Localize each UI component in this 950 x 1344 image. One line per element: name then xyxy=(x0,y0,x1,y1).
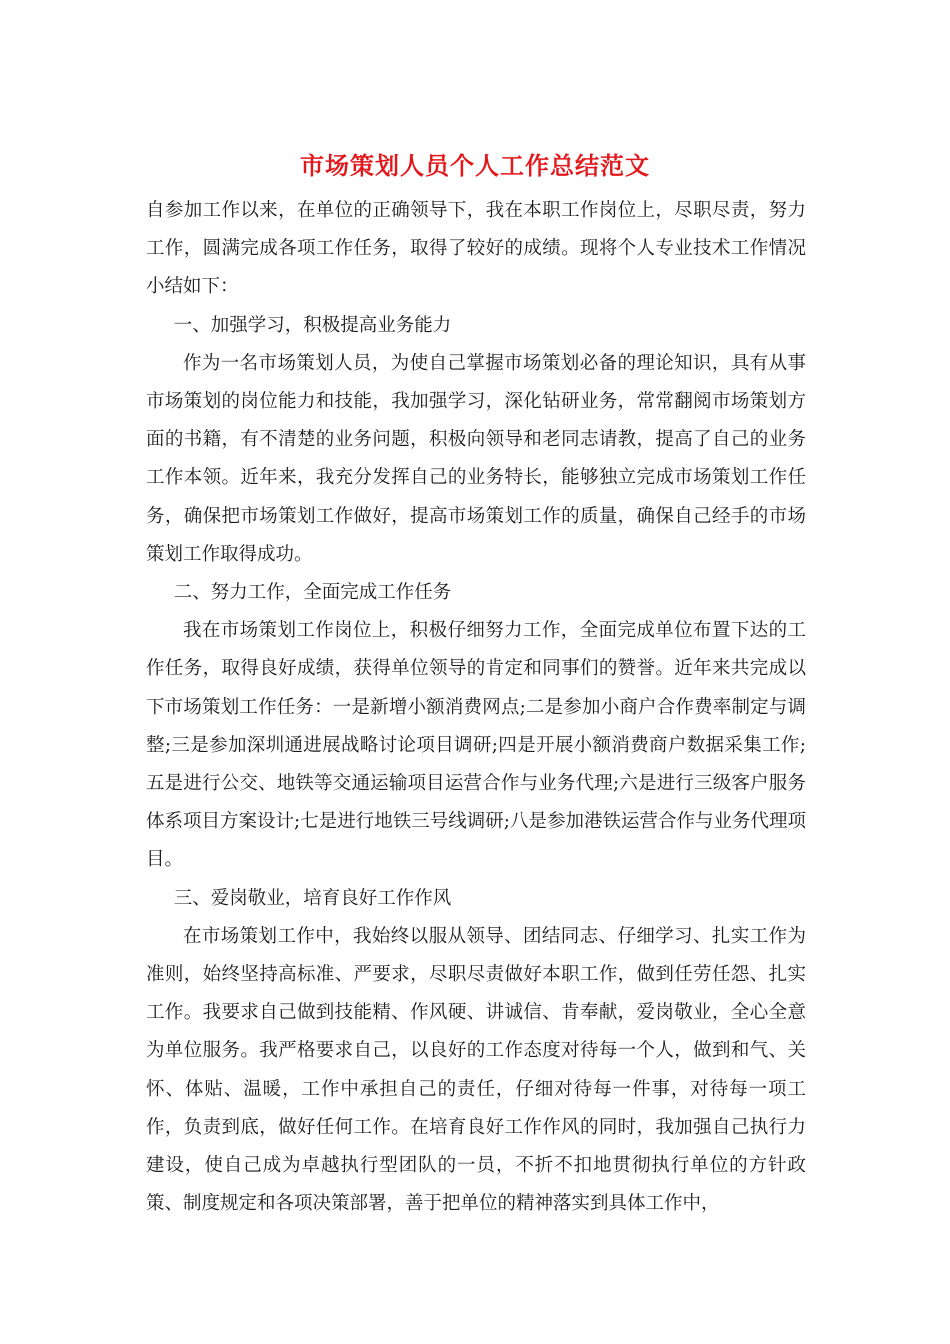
section-heading-3: 三、爱岗敬业，培育良好工作作风 xyxy=(173,887,452,909)
section-paragraph-2: 我在市场策划工作岗位上，积极仔细努力工作，全面完成单位布置下达的工作任务，取得良好成绩，获得单位领导的肯定和同事们的赞誉。近年来共完成以下市场策划工作任务：一是新增小额消费网点;二是参加小商户合作费率制定与调整;三是参加深圳通进展战略讨论项目调研;四是开展小额消费商户数据采集工作;五是进行公交、地铁等交通运输项目运营合作与业务代理;六是进行三级客户服务体系项目方案设计;七是进行地铁三号线调研;八是参加港铁运营合作与业务代理项目。 xyxy=(146,620,806,871)
intro-paragraph: 自参加工作以来，在单位的正确领导下，我在本职工作岗位上，尽职尽责，努力工作，圆满完成各项工作任务，取得了较好的成绩。现将个人专业技术工作情况小结如下： xyxy=(146,200,806,298)
section-paragraph-3: 在市场策划工作中，我始终以服从领导、团结同志、仔细学习、扎实工作为准则，始终坚持高标准、严要求，尽职尽责做好本职工作，做到任劳任怨、扎实工作。我要求自己做到技能精、作风硬、讲诚信、肯奉献，爱岗敬业，全心全意为单位服务。我严格要求自己，以良好的工作态度对待每一个人，做到和气、关怀、体贴、温暖，工作中承担自己的责任，仔细对待每一件事，对待每一项工作，负责到底，做好任何工作。在培育良好工作作风的同时，我加强自己执行力建设，使自己成为卓越执行型团队的一员，不折不扣地贯彻执行单位的方针政策、制度规定和各项决策部署，善于把单位的精神落实到具体工作中， xyxy=(146,925,806,1215)
document-body xyxy=(146,192,806,1223)
section-paragraph-1: 作为一名市场策划人员，为使自己掌握市场策划必备的理论知识，具有从事市场策划的岗位能力和技能，我加强学习，深化钻研业务，常常翻阅市场策划方面的书籍，有不清楚的业务问题，积极向领导和老同志请教，提高了自己的业务工作本领。近年来，我充分发挥自己的业务特长，能够独立完成市场策划工作任务，确保把市场策划工作做好，提高市场策划工作的质量，确保自己经手的市场策划工作取得成功。 xyxy=(146,352,806,565)
section-heading-2: 二、努力工作，全面完成工作任务 xyxy=(173,582,452,604)
document-title: 市场策划人员个人工作总结范文 xyxy=(300,151,650,180)
section-heading-1: 一、加强学习，积极提高业务能力 xyxy=(173,314,452,336)
